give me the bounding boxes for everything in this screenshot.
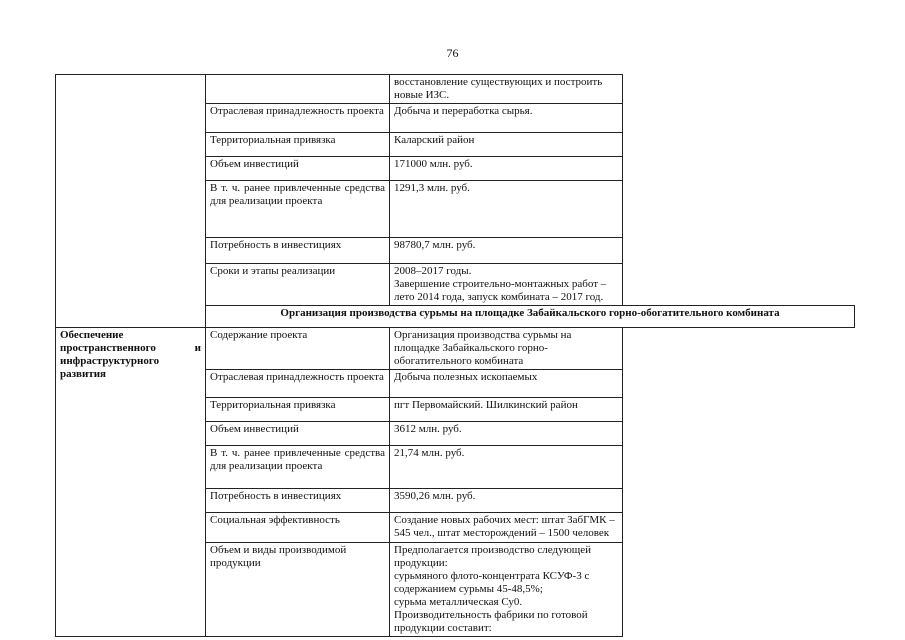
products-line: Производительность фабрики по готовой продукции составит: (394, 609, 588, 634)
label-cell: Территориальная привязка (206, 133, 390, 157)
value-cell: Организация производства сурьмы на площадке Забайкальского горно-обогатительного комбината (390, 328, 623, 370)
label-cell: Сроки и этапы реализации (206, 264, 390, 306)
label-cell: Социальная эффективность (206, 513, 390, 543)
value-cell: 1291,3 млн. руб. (390, 181, 623, 238)
value-cell: 171000 млн. руб. (390, 157, 623, 181)
label-cell: Отраслевая принадлежность проекта (206, 370, 390, 398)
value-cell: восстановление существующих и построить новые ИЗС. (390, 75, 623, 104)
products-line: сурьмяного флото-концентрата КСУФ-3 с содержанием сурьмы 45-48,5%; (394, 570, 590, 595)
value-cell: Каларский район (390, 133, 623, 157)
value-cell: 3612 млн. руб. (390, 422, 623, 446)
products-line: Предполагается производство следующей продукции: (394, 544, 592, 569)
table-row (56, 75, 855, 104)
value-cell (390, 543, 623, 637)
schedule-line: Завершение строительно-монтажных работ – лето 2014 года, запуск комбината – 2017 год. (394, 278, 607, 303)
label-cell: Отраслевая принадлежность проекта (206, 104, 390, 133)
value-cell: Добыча полезных ископаемых (390, 370, 623, 398)
value-cell: 21,74 млн. руб. (390, 446, 623, 489)
value-cell: Добыча и переработка сырья. (390, 104, 623, 133)
table-row (56, 328, 855, 370)
label-cell: В т. ч. ранее привлеченные средства для реализации проекта (206, 181, 390, 238)
label-cell: Территориальная привязка (206, 398, 390, 422)
value-cell: 3590,26 млн. руб. (390, 489, 623, 513)
page-number: 76 (446, 46, 459, 60)
value-cell: 98780,7 млн. руб. (390, 238, 623, 264)
products-line: сурьма металлическая Су0. (394, 596, 523, 608)
category-cell-empty (56, 75, 206, 328)
label-cell: Объем и виды производимой продукции (206, 543, 390, 637)
label-cell: Потребность в инвестициях (206, 489, 390, 513)
label-cell: Объем инвестиций (206, 422, 390, 446)
label-cell: В т. ч. ранее привлеченные средства для реализации проекта (206, 446, 390, 489)
label-cell: Объем инвестиций (206, 157, 390, 181)
section-title: Организация производства сурьмы на площадке Забайкальского горно-обогатительного комбината (206, 306, 855, 328)
label-cell: Потребность в инвестициях (206, 238, 390, 264)
label-cell: Содержание проекта (206, 328, 390, 370)
value-cell: Создание новых рабочих мест: штат ЗабГМК – 545 чел., штат месторождений – 1500 человек (390, 513, 623, 543)
label-cell-empty (206, 75, 390, 104)
schedule-line: 2008–2017 годы. (394, 265, 472, 277)
project-table (55, 74, 855, 637)
category-cell: Обеспечение пространственного и инфраструктурного развития (56, 328, 206, 637)
value-cell (390, 264, 623, 306)
value-cell: пгт Первомайский. Шилкинский район (390, 398, 623, 422)
